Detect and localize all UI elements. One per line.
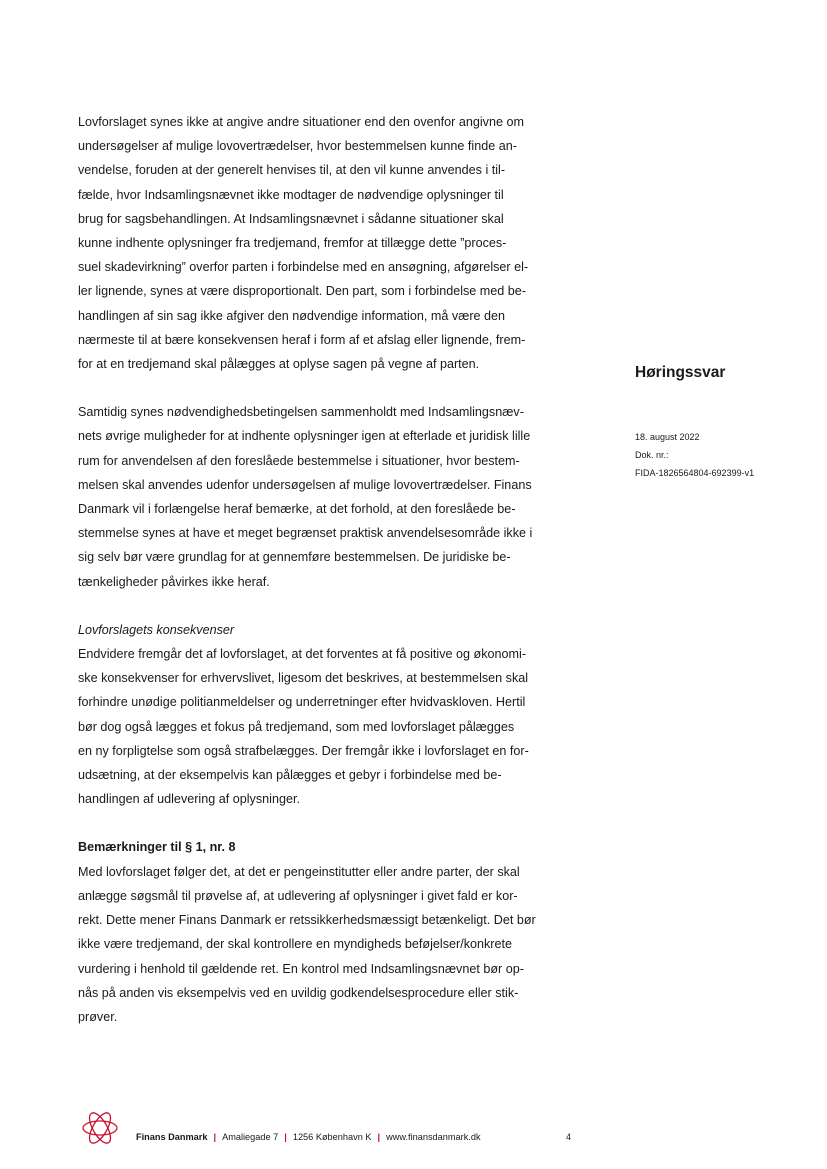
page-number: 4	[566, 1132, 572, 1142]
footer-address: Amaliegade 7	[222, 1132, 279, 1142]
finans-danmark-logo-icon	[79, 1107, 121, 1149]
document-metadata	[635, 428, 754, 482]
document-number: FIDA-1826564804-692399-v1	[635, 468, 755, 478]
footer-organization: Finans Danmark	[136, 1132, 208, 1142]
section-heading-remarks: Bemærkninger til § 1, nr. 8	[78, 840, 236, 855]
footer-separator: |	[213, 1132, 217, 1142]
footer-separator: |	[284, 1132, 287, 1142]
paragraph-4: Med lovforslaget følger det, at det er pengeinstitutter eller andre parter, der skal anlægge søgsmål til prøvelse af, at udlevering af oplysninger i givet fald er kor- rekt. Dette mener Finans Danmark er retssikkerhedsmæssigt betænkeligt. Det bør ikke være tredjemand, der skal kontrollere en myndigheds beføjelser/konkrete vurdering i henhold til gældende ret. En kontrol med Indsamlingsnævnet bør op- nås på anden vis eksempelvis ved en uvildig godkendelsesprocedure eller stik- prøver.	[78, 864, 536, 1024]
document-number-label: Dok. nr.:	[635, 450, 669, 460]
paragraph-2: Samtidig synes nødvendighedsbetingelsen sammenholdt med Indsamlingsnæv- nets øvrige muligheder for at indhente oplysninger igen at efterlade et juridisk lille rum for anvendelsen af den foreslåede bestemmelse i situationer, hvor bestem- melsen skal anvendes udenfor undersøgelsen af mulige lovovertrædelser. Finans Danmark vil i forlængelse heraf bemærke, at det forhold, at den foreslåede be- stemmelse synes at have et meget begrænset praktisk anvendelsesområde ikke i sig selv bør være grundlag for at gennemføre bestemmelsen. De juridiske be- tænkeligheder påvirkes ikke heraf.	[78, 405, 533, 589]
section-heading-consequences: Lovforslagets konsekvenser	[78, 622, 235, 637]
footer	[136, 1132, 481, 1142]
footer-website-link[interactable]: www.finansdanmark.dk	[386, 1132, 481, 1142]
document-body	[78, 110, 578, 1029]
footer-separator: |	[377, 1132, 381, 1142]
paragraph-1: Lovforslaget synes ikke at angive andre situationer end den ovenfor angivne om undersøgelser af mulige lovovertrædelser, hvor bestemmelsen kunne finde an- vendelse, foruden at der generelt henvises til, at den vil kunne anvendes i til- fælde, hvor Indsamlingsnævnet ikke modtager de nødvendige oplysninger til brug for sagsbehandlingen. At Indsamlingsnævnet i sådanne situationer skal kunne indhente oplysninger fra tredjemand, fremfor at tillægge dette ”proces- suel skadevirkning” overfor parten i forbindelse med en ansøgning, afgørelser el- ler lignende, synes at være disproportionalt. Den part, som i forbindelse med be- handlingen af sin sag ikke afgiver den nødvendige information, må være den nærmeste til at bære konsekvensen heraf i form af et afslag eller lignende, frem- for at en tredjemand skal pålægges at oplyse sagen på vegne af parten.	[78, 115, 529, 372]
paragraph-3: Endvidere fremgår det af lovforslaget, at det forventes at få positive og økonomi- ske konsekvenser for erhvervslivet, ligesom det beskrives, at bestemmelsen skal forhindre unødige politianmeldelser og underretninger efter hvidvaskloven. Hertil bør dog også lægges et fokus på tredjemand, som med lovforslaget pålægges en ny forpligtelse som også strafbelægges. Der fremgår ikke i lovforslaget en for- udsætning, at der eksempelvis kan pålægges et gebyr i forbindelse med be- handlingen af udlevering af oplysninger.	[78, 647, 529, 807]
footer-city: 1256 København K	[292, 1132, 372, 1142]
document-date: 18. august 2022	[635, 432, 700, 442]
document-type-title: Høringssvar	[635, 364, 726, 381]
